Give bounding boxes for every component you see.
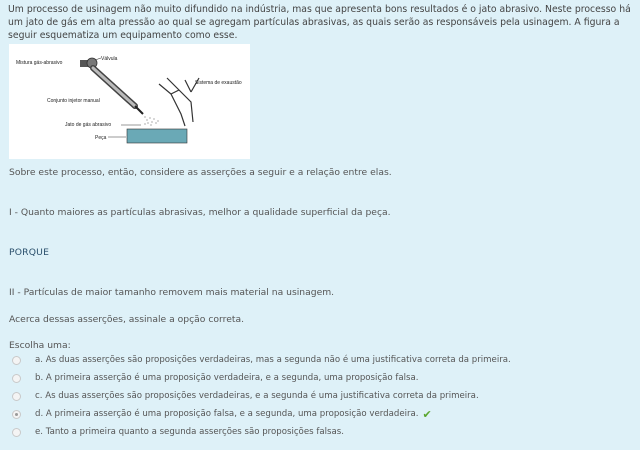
figure-label-exhaust: Sistema de exaustão — [195, 80, 242, 86]
option-d[interactable] — [12, 407, 432, 421]
option-a-label[interactable]: a. As duas asserções são proposições verdadeiras, mas a segunda não é uma justificativa correta da primeira. — [35, 355, 511, 365]
workpiece — [127, 129, 187, 143]
question-intro: Um processo de usinagem não muito difundido na indústria, mas que apresenta bons resultados é o jato abrasivo. Neste processo há um jato de gás em alta pressão ao qual se agregam partículas abrasivas, as quais serão as responsáveis pela usinagem. A figura a seguir esquematiza um equipamento como esse. — [8, 4, 631, 41]
porque-connector: PORQUE — [9, 247, 50, 258]
radio-option-e[interactable] — [12, 428, 21, 437]
correct-check-icon: ✔ — [422, 407, 432, 421]
assertion-1: I - Quanto maiores as partículas abrasivas, melhor a qualidade superficial da peça. — [9, 207, 391, 218]
radio-option-a[interactable] — [12, 356, 21, 365]
instruction-text: Acerca dessas asserções, assinale a opção correta. — [9, 314, 245, 325]
figure-label-injector: Conjunto injetor manual — [47, 98, 100, 104]
figure-label-mixture: Mistura gás-abrasivo — [16, 60, 63, 66]
assertion-2: II - Partículas de maior tamanho removem mais material na usinagem. — [9, 287, 335, 298]
figure-label-valve: Válvula — [101, 56, 118, 62]
option-e-label[interactable]: e. Tanto a primeira quanto a segunda asserções são proposições falsas. — [35, 427, 344, 437]
abrasive-spray — [144, 116, 158, 125]
radio-option-c[interactable] — [12, 392, 21, 401]
figure-label-part: Peça — [95, 135, 107, 141]
option-b-label[interactable]: b. A primeira asserção é uma proposição verdadeira, e a segunda, uma proposição falsa. — [35, 373, 419, 383]
option-a[interactable] — [12, 353, 511, 367]
abrasive-jet-diagram — [9, 44, 250, 159]
option-d-label[interactable]: d. A primeira asserção é uma proposição falsa, e a segunda, uma proposição verdadeira. — [35, 409, 419, 419]
choose-label: Escolha uma: — [9, 340, 71, 351]
radio-option-d[interactable] — [12, 410, 21, 419]
option-c-label[interactable]: c. As duas asserções são proposições verdadeiras, e a segunda é uma justificativa correta da primeira. — [35, 391, 479, 401]
option-e[interactable] — [12, 425, 344, 439]
abrasive-jet-figure — [9, 44, 250, 159]
option-c[interactable] — [12, 389, 479, 403]
option-b[interactable] — [12, 371, 419, 385]
figure-label-jet: Jato de gás abrasivo — [65, 122, 112, 128]
radio-option-b[interactable] — [12, 374, 21, 383]
prompt-text: Sobre este processo, então, considere as asserções a seguir e a relação entre elas. — [9, 167, 392, 178]
exhaust-hood — [159, 78, 199, 126]
